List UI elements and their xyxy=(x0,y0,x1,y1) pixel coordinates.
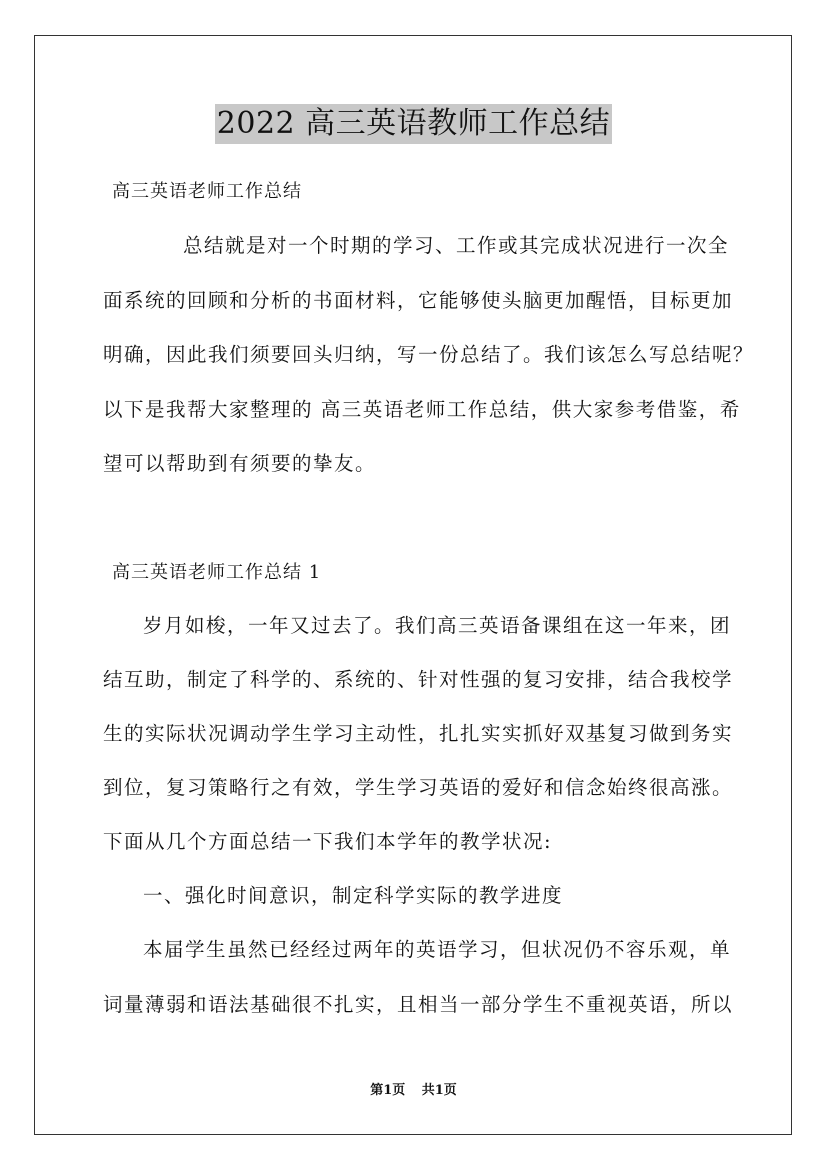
section-1-line-2: 结互助，制定了科学的、系统的、针对性强的复习安排，结合我校学 xyxy=(103,668,734,691)
intro-line-3: 明确，因此我们须要回头归纳，写一份总结了。我们该怎么写总结呢？ xyxy=(103,343,755,366)
section-1-line-4: 到位，复习策略行之有效，学生学习英语的爱好和信念始终很高涨。 xyxy=(103,776,734,799)
section-1-line-3: 生的实际状况调动学生学习主动性，扎扎实实抓好双基复习做到务实 xyxy=(103,722,734,745)
section-1-line-1: 岁月如梭，一年又过去了。我们高三英语备课组在这一年来，团 xyxy=(143,614,732,637)
footer-page-number: 第1页 xyxy=(370,1083,406,1098)
point-1-line-1: 本届学生虽然已经经过两年的英语学习，但状况仍不容乐观，单 xyxy=(143,938,732,961)
intro-line-2: 面系统的回顾和分析的书面材料，它能够使头脑更加醒悟，目标更加 xyxy=(103,289,734,312)
document-title: 2022 高三英语教师工作总结 xyxy=(215,104,612,144)
section-1-line-5: 下面从几个方面总结一下我们本学年的教学状况: xyxy=(103,830,553,853)
title-wrapper xyxy=(0,104,827,144)
intro-line-4: 以下是我帮大家整理的 高三英语老师工作总结，供大家参考借鉴，希 xyxy=(103,398,741,421)
point-1-line-2: 词量薄弱和语法基础很不扎实，且相当一部分学生不重视英语，所以 xyxy=(103,993,734,1016)
footer-total-pages: 共1页 xyxy=(421,1083,457,1098)
point-1-heading: 一、强化时间意识，制定科学实际的教学进度 xyxy=(143,884,564,907)
intro-line-5: 望可以帮助到有须要的挚友。 xyxy=(103,452,377,475)
intro-line-1: 总结就是对一个时期的学习、工作或其完成状况进行一次全 xyxy=(183,234,730,257)
intro-subheading: 高三英语老师工作总结 xyxy=(112,181,302,202)
page-footer xyxy=(0,1083,827,1099)
section-1-subheading: 高三英语老师工作总结 1 xyxy=(112,562,322,583)
